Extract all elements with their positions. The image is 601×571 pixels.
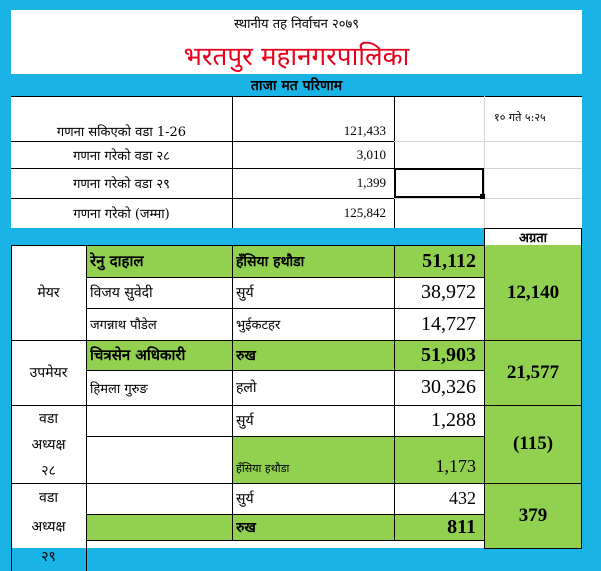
ward28-cand-2-party: हँसिया हथौडा (236, 461, 290, 475)
deputy-cand-1-name: चित्रसेन अधिकारी (90, 346, 186, 364)
right-band (582, 0, 601, 571)
ward29-cand-2-party: रुख (236, 519, 256, 536)
ward28-post-line3: २८ (41, 462, 56, 479)
mayor-cand-2-name: विजय सुवेदी (90, 285, 153, 301)
mayor-lead: 12,140 (506, 281, 560, 303)
ward29-post-line3: २९ (41, 548, 56, 565)
mayor-post: मेयर (37, 285, 60, 301)
summary-value-3: 1,399 (356, 175, 386, 190)
ward28-cand-2-votes: 1,173 (435, 455, 476, 476)
banner-title: ताजा मत परिणाम (250, 77, 343, 94)
ward29-cand-1-votes: 432 (449, 488, 476, 508)
ward28-cand-1-party: सुर्य (236, 413, 254, 429)
ward28-post-line1: वडा (39, 410, 58, 427)
lead-header: अग्रता (518, 230, 548, 245)
summary-label-2: गणना गरेको वडा २८ (73, 148, 170, 164)
election-subtitle: स्थानीय तह निर्वाचन २०७९ (234, 17, 359, 32)
summary-label-1: गणना सकिएको वडा 1-26 (56, 124, 187, 140)
deputy-cand-2-party: हलो (236, 380, 257, 396)
summary-label-4: गणना गरेको (जम्मा) (73, 207, 170, 222)
summary-label-3: गणना गरेको वडा २९ (73, 177, 170, 192)
deputy-post: उपमेयर (29, 365, 68, 381)
ward29-post (11, 483, 86, 571)
deputy-cand-1-votes: 51,903 (421, 343, 476, 366)
mayor-cand-3-votes: 14,727 (421, 312, 476, 335)
fill-handle[interactable] (480, 194, 485, 199)
deputy-cand-1-party: रुख (236, 347, 256, 364)
summary-value-1: 121,433 (343, 122, 386, 138)
summary-value-4: 125,842 (343, 205, 386, 220)
ward28-post (11, 405, 86, 483)
ward29-cand-1-party: सुर्य (236, 491, 254, 507)
ward29-post-line1: वडा (39, 490, 58, 507)
summary-value-2: 3,010 (356, 146, 386, 162)
left-band (0, 0, 11, 571)
mayor-cand-1-votes: 51,112 (422, 249, 476, 272)
ward29-cand-2-votes: 811 (447, 515, 476, 538)
mayor-cand-2-votes: 38,972 (421, 281, 476, 303)
ward29-lead: 379 (518, 504, 548, 526)
mayor-cand-2-party: सुर्य (236, 285, 254, 301)
bottom-band (11, 548, 582, 571)
mayor-cand-3-name: जगन्नाथ पौडेल (90, 318, 157, 333)
selected-cell[interactable] (394, 168, 484, 198)
municipality-title: भरतपुर महानगरपालिका (183, 42, 410, 72)
divider-band (11, 228, 484, 245)
update-time: १० गते ५:२५ (494, 110, 546, 124)
ward29-post-line2: अध्यक्ष (31, 519, 66, 536)
ward28-lead: (115) (512, 433, 554, 454)
mayor-cand-1-party: हँसिया हथौडा (236, 253, 305, 270)
deputy-cand-2-name: हिमला गुरुङ (90, 381, 148, 397)
ward28-post-line2: अध्यक्ष (31, 436, 66, 453)
top-band (0, 0, 601, 10)
ward28-cand-1-votes: 1,288 (431, 409, 476, 431)
deputy-cand-2-votes: 30,326 (421, 376, 476, 398)
mayor-cand-1-name: रेनु दाहाल (90, 252, 144, 270)
mayor-cand-3-party: भुईकटहर (236, 318, 281, 333)
deputy-lead: 21,577 (506, 361, 560, 383)
